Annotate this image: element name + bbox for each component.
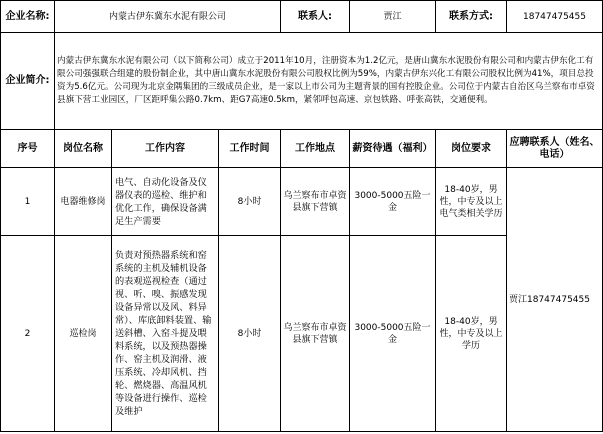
intro-row xyxy=(1,33,603,130)
company-intro-text: 内蒙古伊东冀东水泥有限公司（以下简称公司）成立于2011年10月，注册资本为1.2亿元，是唐山冀东水泥股份有限公司和内蒙古伊东化工有限公司强强联合组建的股份制企业，其中唐山冀东水泥股份有限公司股权比例为59%，内蒙古伊东兴化工有限公司股权比例为41%，项目总投资为5.6亿元。公司现为北京金隅集团的三级成员企业，是一家以上市公司为主题背景的国有控股企业。公司位于内蒙古自治区乌兰察布市卓资县旗下营工业园区，厂区距呼集公路0.7km、距G7高速0.5km，紧邻呼包高速、京包铁路、呼张高铁，交通便利。 xyxy=(55,33,603,130)
contact-method-label: 联系方式: xyxy=(436,1,507,33)
row-no: 1 xyxy=(1,168,55,236)
col-header-title: 岗位名称 xyxy=(55,130,112,168)
row-title: 电器维修岗 xyxy=(55,168,112,236)
table-row xyxy=(1,168,603,236)
row-requirement: 18-40岁，男性，中专及以上学历 xyxy=(436,236,507,432)
header-row xyxy=(1,1,603,33)
company-label: 企业名称: xyxy=(1,1,55,33)
col-header-location: 工作地点 xyxy=(281,130,350,168)
contact-name: 贾江 xyxy=(350,1,436,33)
intro-label: 企业简介: xyxy=(1,33,55,130)
company-name: 内蒙古伊东冀东水泥有限公司 xyxy=(55,1,281,33)
col-header-contact: 应聘联系人（姓名、电话） xyxy=(507,130,603,168)
row-requirement: 18-40岁，男性，中专及以上电气类相关学历 xyxy=(436,168,507,236)
col-header-content: 工作内容 xyxy=(112,130,219,168)
row-salary: 3000-5000五险一金 xyxy=(350,236,436,432)
row-title: 巡检岗 xyxy=(55,236,112,432)
contact-label: 联系人: xyxy=(281,1,350,33)
row-content: 负责对预热器系统和窑系统的主机及辅机设备的表观巡视检查（通过视、听、嗅、振感发现设备异常以及风、料异常）、库底卸料装置、输送斜槽、入窑斗提及喂料系统，以及预热器操作、窑主机及润滑、液压系统、冷却风机、挡轮、燃烧器、高温风机等设备进行操作、巡检及维护 xyxy=(112,236,219,432)
col-header-salary: 薪资待遇（福利） xyxy=(350,130,436,168)
col-header-no: 序号 xyxy=(1,130,55,168)
row-no: 2 xyxy=(1,236,55,432)
row-location: 乌兰察布市卓资县旗下营镇 xyxy=(281,168,350,236)
row-hours: 8小时 xyxy=(219,236,281,432)
row-content: 电气、自动化设备及仪器仪表的巡检、维护和优化工作，确保设备满足生产需要 xyxy=(112,168,219,236)
row-salary: 3000-5000五险一金 xyxy=(350,168,436,236)
col-header-requirement: 岗位要求 xyxy=(436,130,507,168)
column-header-row xyxy=(1,130,603,168)
row-hours: 8小时 xyxy=(219,168,281,236)
phone-number: 18747475455 xyxy=(507,1,603,33)
row-location: 乌兰察布市卓资县旗下营镇 xyxy=(281,236,350,432)
col-header-hours: 工作时间 xyxy=(219,130,281,168)
contact-cell: 贾江18747475455 xyxy=(507,168,603,432)
